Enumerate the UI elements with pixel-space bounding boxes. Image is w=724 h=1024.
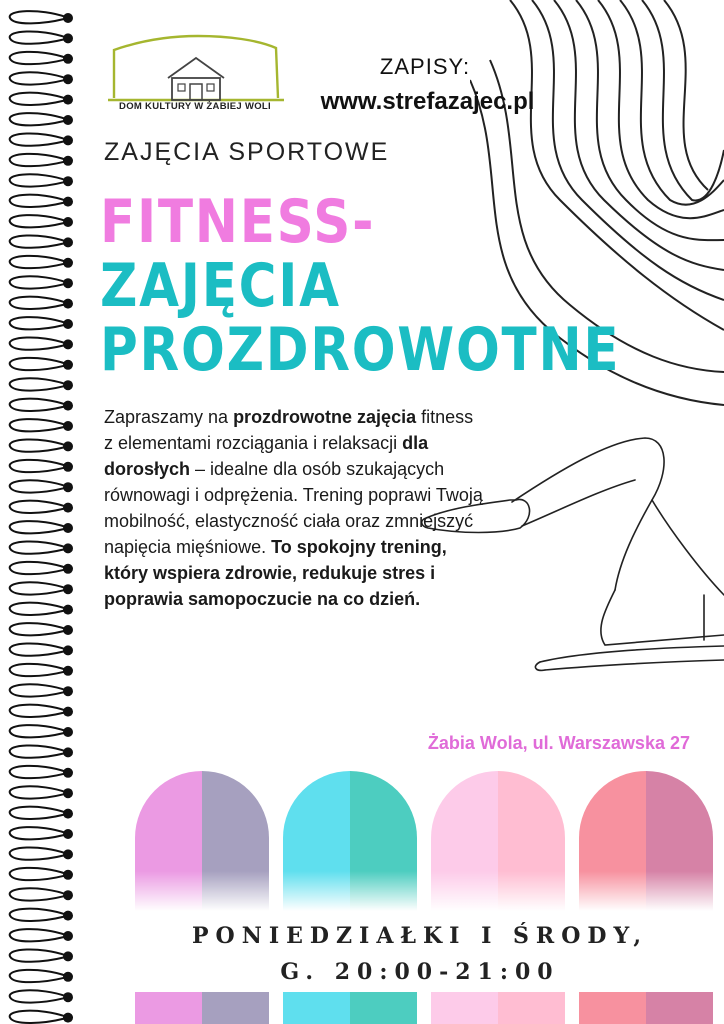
- spiral-hole: [63, 115, 73, 125]
- color-bar: [431, 992, 565, 1024]
- spiral-ring: [10, 256, 66, 268]
- spiral-ring: [10, 725, 66, 737]
- color-arches: [135, 771, 715, 911]
- description-text: Zapraszamy na: [104, 407, 234, 427]
- description-bold: dla dorosłych: [104, 433, 429, 479]
- spiral-ring: [10, 133, 66, 145]
- spiral-binding: [0, 0, 80, 1024]
- spiral-ring: [10, 929, 66, 941]
- spiral-ring: [10, 705, 66, 717]
- spiral-hole: [63, 360, 73, 370]
- spiral-ring: [10, 786, 66, 798]
- description: [104, 404, 484, 612]
- spiral-hole: [63, 972, 73, 982]
- color-arch: [135, 771, 269, 911]
- spiral-ring: [10, 480, 66, 492]
- spiral-hole: [63, 54, 73, 64]
- spiral-ring: [10, 378, 66, 390]
- spiral-hole: [63, 605, 73, 615]
- spiral-hole: [63, 462, 73, 472]
- spiral-hole: [63, 870, 73, 880]
- spiral-ring: [10, 909, 66, 921]
- spiral-ring: [10, 439, 66, 451]
- spiral-ring: [10, 521, 66, 533]
- spiral-hole: [63, 319, 73, 329]
- spiral-ring: [10, 766, 66, 778]
- spiral-ring: [10, 1011, 66, 1023]
- schedule-days: PONIEDZIAŁKI I ŚRODY,: [192, 923, 648, 949]
- spiral-ring: [10, 11, 66, 23]
- spiral-hole: [63, 686, 73, 696]
- spiral-hole: [63, 727, 73, 737]
- spiral-ring: [10, 215, 66, 227]
- spiral-hole: [63, 380, 73, 390]
- spiral-ring: [10, 970, 66, 982]
- schedule: [160, 918, 680, 990]
- spiral-ring: [10, 990, 66, 1002]
- description-bold: prozdrowotne zajęcia: [233, 407, 417, 427]
- color-bars: [135, 992, 715, 1024]
- logo-text: DOM KULTURY W ŻABIEJ WOLI: [119, 101, 271, 112]
- spiral-ring: [10, 807, 66, 819]
- description-bold: To spokojny trening, który wspiera zdrowie, redukuje stres i poprawia samopoczucie na co dzień.: [104, 537, 447, 609]
- spiral-ring: [10, 603, 66, 615]
- spiral-hole: [63, 156, 73, 166]
- spiral-hole: [63, 523, 73, 533]
- spiral-ring: [10, 684, 66, 696]
- spiral-ring: [10, 317, 66, 329]
- schedule-time: G. 20:00-21:00: [280, 959, 560, 985]
- spiral-hole: [63, 441, 73, 451]
- signup-url-link[interactable]: www.strefazajec.pl: [320, 88, 535, 115]
- category-heading: ZAJĘCIA SPORTOWE: [104, 138, 390, 166]
- spiral-hole: [63, 33, 73, 43]
- spiral-ring: [10, 419, 66, 431]
- spiral-hole: [63, 237, 73, 247]
- spiral-ring: [10, 868, 66, 880]
- spiral-ring: [10, 358, 66, 370]
- spiral-ring: [10, 582, 66, 594]
- headline-line-2: ZAJĘCIA: [100, 251, 341, 321]
- address: Żabia Wola, ul. Warszawska 27: [427, 733, 690, 753]
- spiral-hole: [63, 666, 73, 676]
- headline-line-3: PROZDROWOTNE: [100, 315, 621, 385]
- description-text: fitness z elementami rozciągania i relaksacji: [104, 407, 474, 453]
- spiral-hole: [63, 992, 73, 1002]
- color-bar: [283, 992, 417, 1024]
- spiral-hole: [63, 625, 73, 635]
- color-bar: [579, 992, 713, 1024]
- spiral-ring: [10, 745, 66, 757]
- spiral-ring: [10, 949, 66, 961]
- spiral-hole: [63, 135, 73, 145]
- spiral-hole: [63, 543, 73, 553]
- spiral-ring: [10, 154, 66, 166]
- spiral-hole: [63, 503, 73, 513]
- spiral-ring: [10, 235, 66, 247]
- description-text: – idealne dla osób szukających równowagi i odprężenia. Trening poprawi Twoją mobilność, elastyczność ciała oraz zmniejszyć napięcia mięśniowe.: [104, 459, 483, 557]
- spiral-ring: [10, 827, 66, 839]
- spiral-hole: [63, 645, 73, 655]
- spiral-hole: [63, 278, 73, 288]
- spiral-hole: [63, 911, 73, 921]
- spiral-hole: [63, 401, 73, 411]
- headline: [100, 187, 621, 385]
- spiral-hole: [63, 217, 73, 227]
- spiral-ring: [10, 276, 66, 288]
- spiral-hole: [63, 707, 73, 717]
- color-arch: [579, 771, 713, 911]
- spiral-ring: [10, 541, 66, 553]
- spiral-hole: [63, 584, 73, 594]
- spiral-ring: [10, 623, 66, 635]
- spiral-hole: [63, 788, 73, 798]
- spiral-ring: [10, 337, 66, 349]
- spiral-hole: [63, 1013, 73, 1023]
- spiral-hole: [63, 482, 73, 492]
- spiral-hole: [63, 299, 73, 309]
- spiral-hole: [63, 339, 73, 349]
- spiral-hole: [63, 258, 73, 268]
- spiral-ring: [10, 847, 66, 859]
- spiral-hole: [63, 809, 73, 819]
- headline-line-1: FITNESS-: [100, 187, 376, 257]
- spiral-ring: [10, 399, 66, 411]
- spiral-hole: [63, 829, 73, 839]
- spiral-hole: [63, 951, 73, 961]
- spiral-ring: [10, 888, 66, 900]
- spiral-hole: [63, 74, 73, 84]
- signup-label: ZAPISY:: [379, 54, 471, 79]
- spiral-ring: [10, 501, 66, 513]
- spiral-ring: [10, 174, 66, 186]
- spiral-ring: [10, 72, 66, 84]
- spiral-hole: [63, 13, 73, 23]
- spiral-hole: [63, 931, 73, 941]
- spiral-hole: [63, 747, 73, 757]
- spiral-hole: [63, 890, 73, 900]
- color-arch: [431, 771, 565, 911]
- spiral-ring: [10, 562, 66, 574]
- spiral-hole: [63, 421, 73, 431]
- spiral-hole: [63, 95, 73, 105]
- spiral-ring: [10, 643, 66, 655]
- spiral-hole: [63, 849, 73, 859]
- color-arch: [283, 771, 417, 911]
- spiral-ring: [10, 664, 66, 676]
- spiral-ring: [10, 52, 66, 64]
- color-bar: [135, 992, 269, 1024]
- spiral-ring: [10, 93, 66, 105]
- spiral-ring: [10, 31, 66, 43]
- spiral-ring: [10, 113, 66, 125]
- spiral-ring: [10, 297, 66, 309]
- spiral-hole: [63, 176, 73, 186]
- spiral-ring: [10, 460, 66, 472]
- spiral-hole: [63, 564, 73, 574]
- spiral-ring: [10, 195, 66, 207]
- spiral-hole: [63, 768, 73, 778]
- spiral-hole: [63, 197, 73, 207]
